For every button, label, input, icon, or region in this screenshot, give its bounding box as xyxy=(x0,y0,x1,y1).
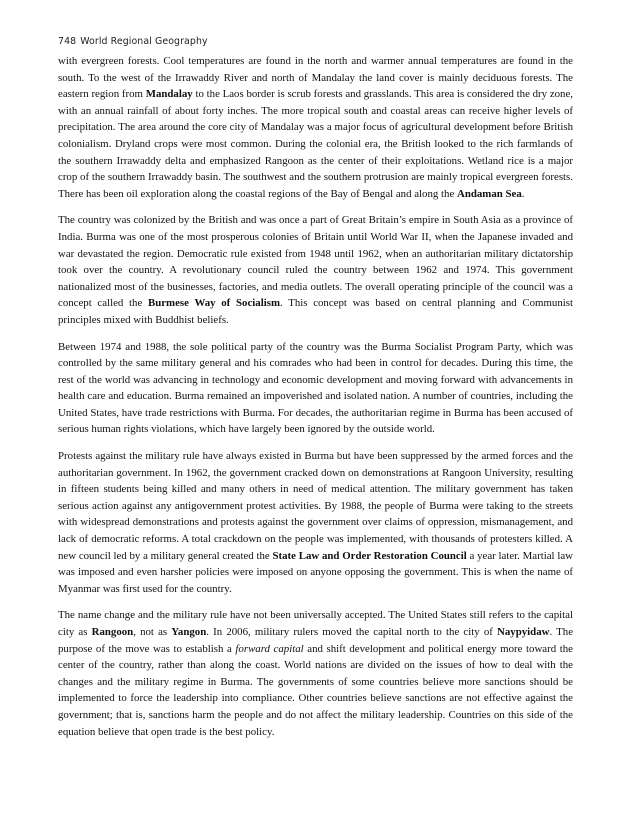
text-run: to the Laos border is scrub forests and grasslands. This area is considered the dry zone, with an annual rainfall of about forty inches. The more tropical south and coastal areas can receive higher levels of precipitation. The area around the core city of Mandalay was a major focus of agricultural development before British colonialism. Dryland crops were most common. During the colonial era, the British looked to the rich farmlands of the southern Irrawaddy delta and emphasized Rangoon as the center of their exploitations. Wetland rice is a major crop of the southern Irrawaddy basin. The southwest and the southern protrusion are mainly tropical evergreen forests. There has been oil exploration along the coastal regions of the Bay of Bengal and along the xyxy=(58,88,574,200)
paragraph-5 xyxy=(58,607,573,740)
italic-term: forward capital xyxy=(235,642,304,655)
text-run: Between 1974 and 1988, the sole political party of the country was the Burma Socialist Program Party, which was controlled by the same military general and his comrades who had been in control for decades. During this time, the rest of the world was advancing in technology and economic development and moving forward with advancements in health care and education. Burma remained an impoverished and isolated nation. A number of countries, including the United States, have trade restrictions with Burma. For decades, the authoritarian regime in Burma has been accused of serious human rights violations, which have largely been ignored by the outside world. xyxy=(58,340,573,436)
paragraph-4 xyxy=(58,448,573,597)
paragraph-1 xyxy=(58,53,573,202)
text-run: . xyxy=(521,187,525,200)
bold-term: State Law and Order Restoration Council xyxy=(272,549,467,562)
text-run: , not as xyxy=(133,626,172,638)
text-run: The country was colonized by the British and was once a part of Great Britain’s empire in South Asia as a province of India. Burma was one of the most prosperous colonies of Britain until World War II, when the Japanese invaded and war devastated the region. Democratic rule existed from 1948 until 1962, when an authoritarian military dictatorship took over the country. A revolutionary council ruled the country between 1962 and 1974. This government nationalized most of the businesses, factories, and media outlets. The overall operating principle of the council was a concept called the xyxy=(58,214,573,310)
text-run: . The purpose of the move was to establish a xyxy=(58,626,574,655)
paragraph-3 xyxy=(58,339,573,439)
bold-term: Burmese Way of Socialism xyxy=(147,297,280,310)
bold-term: Yangon xyxy=(171,626,207,638)
text-run: a year later. Martial law was imposed and even harsher policies were imposed on anyone opposing the government. This is when the name of Myanmar was first used for the country. xyxy=(58,549,573,595)
text-run: Protests against the military rule have always existed in Burma but have been suppressed by the armed forces and the authoritarian government. In 1962, the government cracked down on demonstrations at Rangoon University, resulting in fifteen students being killed and many others in need of medical attention. The military government has taken serious action against any antigovernment protest activities. By 1988, the people of Burma were taking to the streets with widespread demonstrations and protests against the government over claims of oppression, mismanagement, and lack of democratic reforms. A total crackdown on the people was implemented, with thousands of protesters killed. A new council led by a military general created the xyxy=(58,450,573,562)
bold-term: Andaman Sea xyxy=(456,187,522,200)
paragraph-2 xyxy=(58,212,573,328)
text-run: The name change and the military rule have not been universally accepted. The United States still refers to the capital city as xyxy=(58,609,573,638)
book-page xyxy=(58,36,573,750)
text-run: and shift development and political energy more toward the center of the country, rather than along the coast. World nations are divided on the issues of how to deal with the changes and the military regime in Burma. The governments of some countries believe more sanctions should be implemented to force the leadership into compliance. Other countries believe sanctions are not effective against the government; that is, sanctions harm the people and do not affect the military leadership. Countries on this side of the equation believe that open trade is the best policy. xyxy=(58,642,573,738)
bold-term: Naypyidaw xyxy=(497,626,550,638)
running-header xyxy=(58,36,573,47)
bold-term: Mandalay xyxy=(145,88,193,101)
text-run: . This concept was based on central planning and Communist principles mixed with Buddhist beliefs. xyxy=(58,297,573,326)
text-run: . In 2006, military rulers moved the capital north to the city of xyxy=(206,626,498,638)
book-title: World Regional Geography xyxy=(80,36,208,47)
text-run: with evergreen forests. Cool temperatures are found in the north and warmer annual temperatures are found in the south. To the west of the Irrawaddy River and north of Mandalay the land cover is mainly deciduous forests. The eastern region from xyxy=(58,55,573,101)
page-number: 748 xyxy=(58,36,77,47)
body-text xyxy=(58,53,573,740)
bold-term: Rangoon xyxy=(91,626,134,638)
